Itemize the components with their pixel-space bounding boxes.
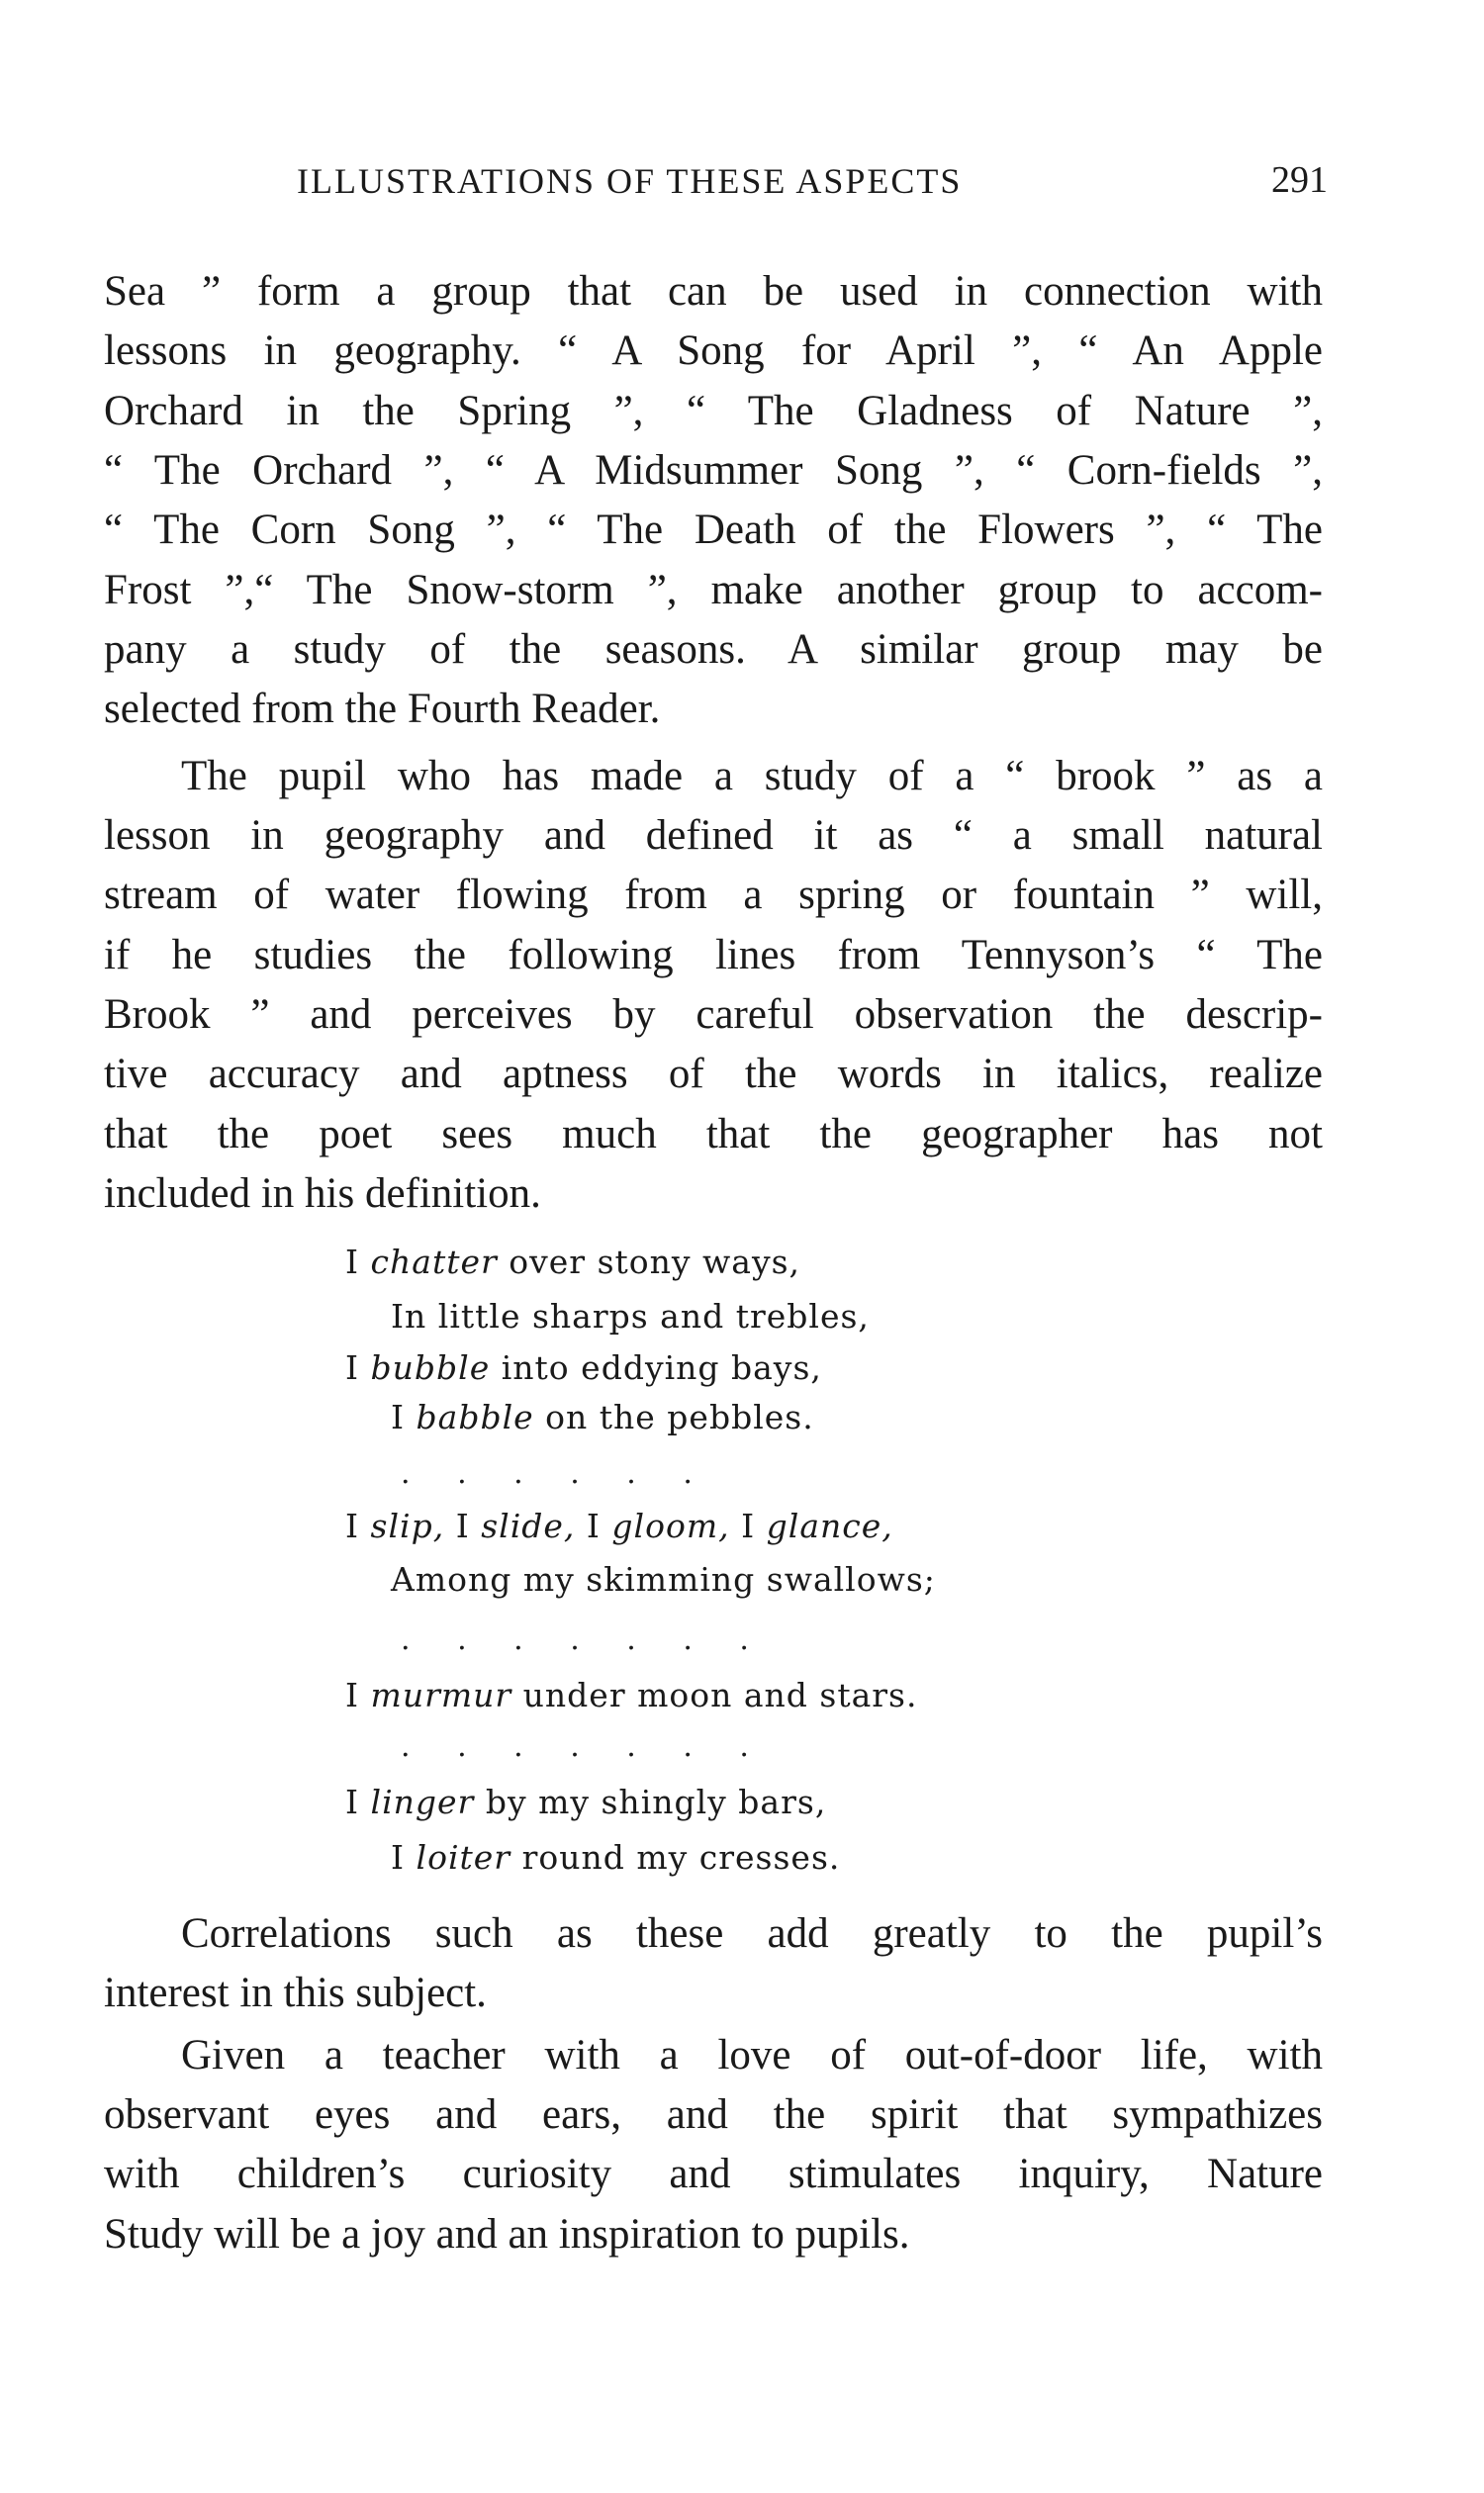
italic-word: loiter [416, 1838, 511, 1877]
paragraph-line: Given a teacher with a love of out-of-door life, with [181, 2032, 1323, 2078]
paragraph-line: interest in this subject. [104, 1970, 487, 2016]
poem-text: I [345, 1507, 371, 1545]
paragraph-line: Sea ” form a group that can be used in connection with [104, 268, 1323, 315]
paragraph-line: Brook ” and perceives by careful observation the descrip- [104, 991, 1323, 1038]
italic-word: chatter [370, 1243, 498, 1281]
poem-text: I [345, 1348, 371, 1387]
paragraph-line: selected from the Fourth Reader. [104, 686, 661, 732]
paragraph-line: included in his definition. [104, 1170, 541, 1217]
paragraph-line: Study will be a joy and an inspiration to pupils. [104, 2211, 910, 2258]
paragraph-line: stream of water flowing from a spring or fountain ” will, [104, 872, 1323, 918]
poem-text: under moon and stars. [511, 1676, 918, 1714]
paragraph-line: Frost ”,“ The Snow-storm ”, make another group to accom- [104, 567, 1323, 613]
poem-text: In little sharps and trebles, [391, 1297, 870, 1336]
poem-text: Among my skimming swallows; [391, 1560, 936, 1599]
paragraph-line: pany a study of the seasons. A similar group may be [104, 626, 1323, 673]
poem-text: I [345, 1783, 371, 1821]
poem-text: over stony ways, [497, 1243, 801, 1281]
poem-line [345, 1346, 822, 1390]
paragraph-line: observant eyes and ears, and the spirit that sympathizes [104, 2091, 1323, 2138]
poem-ellipsis: . . . . . . . [401, 1729, 749, 1764]
poem-text: I [391, 1838, 417, 1877]
paragraph-line: that the poet sees much that the geographer has not [104, 1111, 1323, 1157]
poem-text: by my shingly bars, [474, 1783, 827, 1821]
italic-word: slip, [370, 1507, 445, 1545]
poem-line [345, 1674, 917, 1717]
page-number: 291 [1271, 159, 1328, 201]
paragraph-line: lessons in geography. “ A Song for April ”, “ An Apple [104, 327, 1323, 374]
paragraph-line: “ The Orchard ”, “ A Midsummer Song ”, “ Corn-fields ”, [104, 447, 1323, 494]
italic-word: bubble [370, 1348, 491, 1387]
poem-text: I [444, 1507, 482, 1545]
poem-line [345, 1505, 893, 1548]
paragraph-line: The pupil who has made a study of a “ brook ” as a [181, 753, 1323, 799]
poem-text: I [729, 1507, 767, 1545]
paragraph-line: “ The Corn Song ”, “ The Death of the Flowers ”, “ The [104, 507, 1323, 553]
poem-text: I [345, 1676, 371, 1714]
poem-text: I [575, 1507, 612, 1545]
paragraph-line: Correlations such as these add greatly to the pupil’s [181, 1910, 1323, 1957]
italic-word: gloom, [611, 1507, 730, 1545]
italic-word: babble [416, 1398, 534, 1436]
poem-ellipsis: . . . . . . . [401, 1622, 749, 1657]
paragraph-line: Orchard in the Spring ”, “ The Gladness of Nature ”, [104, 388, 1323, 434]
poem-text: on the pebbles. [533, 1398, 814, 1436]
poem-text: into eddying bays, [490, 1348, 822, 1387]
poem-line [391, 1836, 840, 1880]
poem-line [391, 1295, 870, 1339]
italic-word: murmur [370, 1676, 512, 1714]
italic-word: slide, [481, 1507, 576, 1545]
poem-line [391, 1558, 936, 1602]
poem-ellipsis: . . . . . . [401, 1456, 693, 1491]
poem-text: round my cresses. [510, 1838, 841, 1877]
poem-line [345, 1241, 800, 1284]
italic-word: linger [370, 1783, 475, 1821]
paragraph-line: with children’s curiosity and stimulates inquiry, Nature [104, 2151, 1323, 2197]
poem-text: I [391, 1398, 417, 1436]
paragraph-line: tive accuracy and aptness of the words in italics, realize [104, 1051, 1323, 1097]
poem-text: I [345, 1243, 371, 1281]
poem-line [391, 1396, 814, 1439]
paragraph-line: lesson in geography and defined it as “ a small natural [104, 812, 1323, 859]
running-header: ILLUSTRATIONS OF THESE ASPECTS [297, 161, 963, 201]
paragraph-line: if he studies the following lines from Tennyson’s “ The [104, 932, 1323, 978]
italic-word: glance, [766, 1507, 893, 1545]
poem-line [345, 1781, 826, 1824]
